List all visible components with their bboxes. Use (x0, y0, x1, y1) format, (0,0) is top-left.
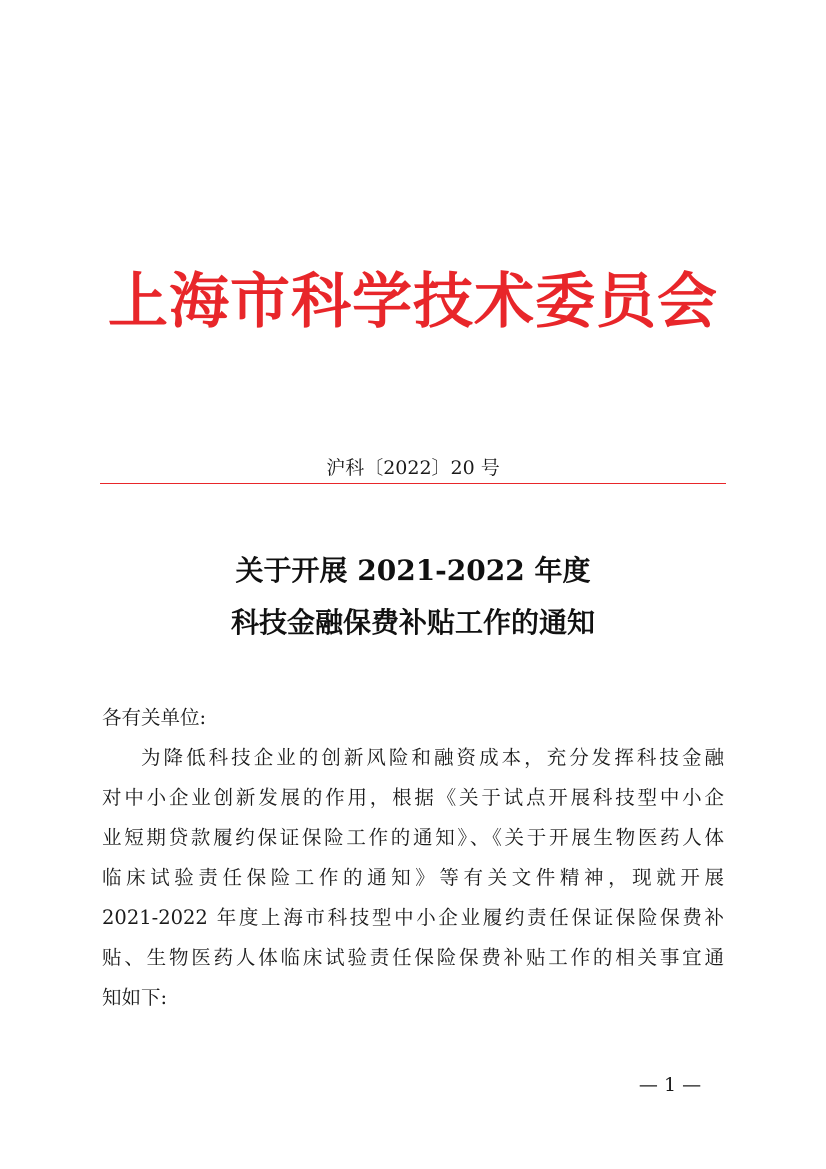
paragraph-line: 知如下: (102, 986, 168, 1009)
document-number: 沪科〔2022〕20 号 (326, 457, 500, 479)
notice-title-line-1: 关于开展 2021-2022 年度 (235, 554, 591, 587)
red-separator-line (100, 483, 726, 484)
notice-title-line-2: 科技金融保费补贴工作的通知 (230, 606, 595, 639)
paragraph-line: 为降低科技企业的创新风险和融资成本，充分发挥科技金融 (141, 746, 724, 769)
salutation: 各有关单位: (102, 706, 207, 729)
paragraph-line: 临床试验责任保险工作的通知》等有关文件精神，现就开展 (102, 866, 724, 889)
paragraph-line: 对中小企业创新发展的作用，根据《关于试点开展科技型中小企 (102, 786, 724, 809)
paragraph-line: 贴、生物医药人体临床试验责任保险保费补贴工作的相关事宜通 (102, 946, 724, 969)
paragraph-line: 2021-2022 年度上海市科技型中小企业履约责任保证保险保费补 (102, 906, 724, 929)
paragraph-line: 业短期贷款履约保证保险工作的通知》、《关于开展生物医药人体 (102, 826, 724, 849)
issuer-masthead: 上海市科学技术委员会 (108, 267, 718, 337)
page-number: — 1 — (638, 1074, 702, 1096)
